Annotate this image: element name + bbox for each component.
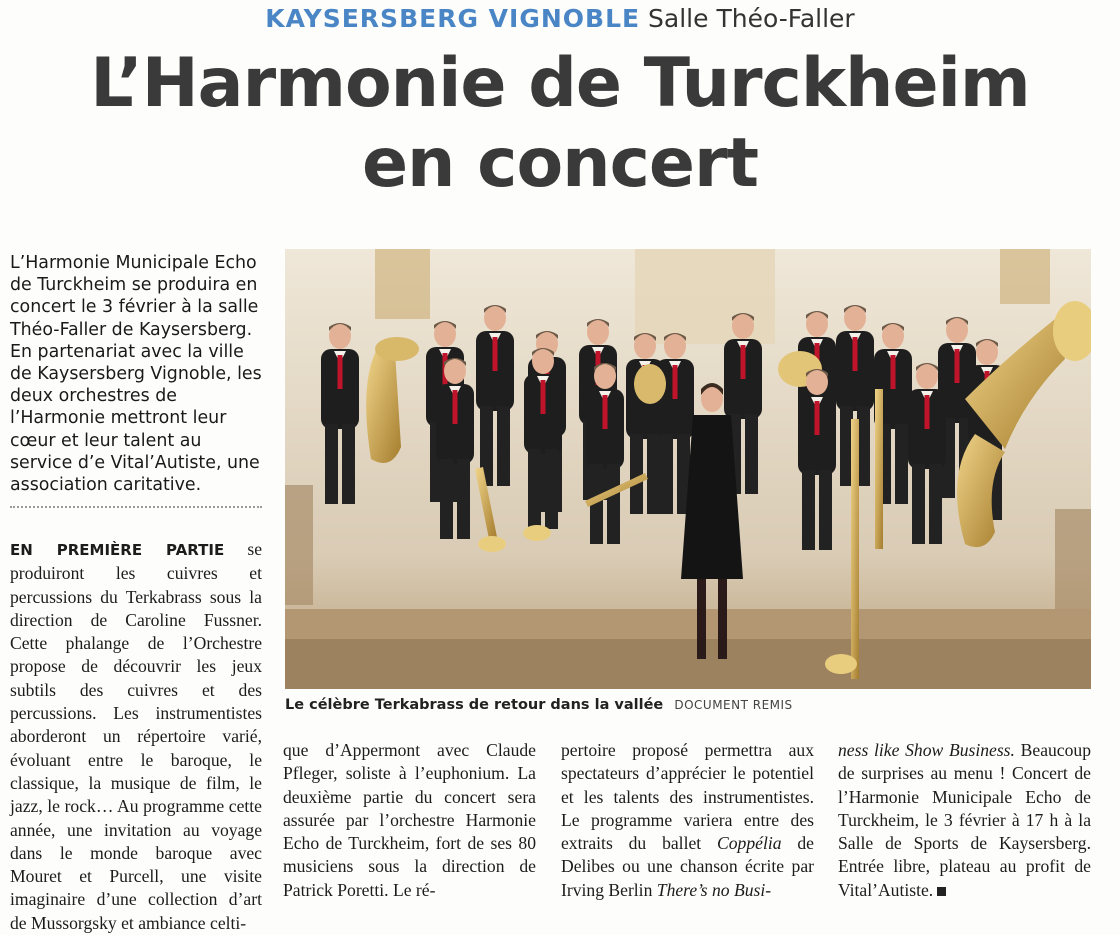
photo-credit: DOCUMENT REMIS (674, 698, 793, 712)
body-column-3 (561, 739, 814, 902)
body-column-4-text: Beaucoup de surprises au menu ! Concert de l’Harmonie Municipale Echo de Turckheim, le 3 février à 17 h à la Salle de Sports de Kaysersberg. Entrée libre, plateau au profit de Vital’Autiste. (838, 740, 1091, 900)
ballet-title: Coppélia (717, 833, 782, 854)
band-photo-illustration (285, 249, 1091, 689)
headline-line-2: en concert (361, 124, 759, 203)
lead-paragraph: L’Harmonie Municipale Echo de Turckheim se produira en concert le 3 février à la salle Théo-Faller de Kaysersberg. En partenariat avec la ville de Kaysersberg Vignoble, les deux orchestres de l’Harmonie mettront leur cœur et leur talent au service d’e Vital’Autiste, une association caritative. (10, 253, 262, 496)
song-title-part-2: ness like Show Business. (838, 740, 1015, 760)
headline (0, 44, 1120, 204)
body-column-3-text-b: de Delibes ou une chanson écrite par Irving Berlin (561, 833, 814, 900)
kicker-location: KAYSERSBERG VIGNOBLE (265, 4, 641, 33)
dotted-separator (10, 506, 262, 508)
body-column-1 (10, 538, 262, 935)
end-mark (937, 887, 946, 896)
kicker-venue: Salle Théo-Faller (648, 4, 855, 33)
lead-in: EN PREMIÈRE PARTIE (10, 541, 225, 559)
kicker (0, 4, 1120, 33)
body-column-4 (838, 739, 1091, 902)
body-column-1-text: se produiront les cuivres et percussions du Terkabrass sous la direction de Caroline Fussner. Cette phalange de l’Orchestre propose de découvrir les jeux subtils des cuivres et des percussions. Les instrumentistes aborderont un répertoire varié, évoluant entre le baroque, le classique, la musique de film, le jazz, le rock… Au programme cette année, une invitation au voyage dans le monde baroque avec Mouret et Purcell, une visite imaginaire d’une collection d’art de Mussorgsky et ambiance celti- (10, 539, 263, 933)
song-title-part-1: There’s no Busi- (656, 879, 772, 900)
caption-text: Le célèbre Terkabrass de retour dans la vallée (285, 697, 664, 713)
headline-line-1: L’Harmonie de Turckheim (90, 44, 1030, 123)
body-column-3-text-a: pertoire proposé permettra aux spectateurs d’apprécier le potentiel et les talents des instrumentistes. Le programme variera entre des extraits du ballet (561, 740, 814, 854)
body-column-2: que d’Appermont avec Claude Pfleger, soliste à l’euphonium. La deuxième partie du concert sera assurée par l’orchestre Harmonie Echo de Turckheim, fort de ses 80 musiciens sous la direction de Patrick Poretti. Le ré- (283, 740, 536, 900)
photo-caption (285, 694, 1091, 713)
band-photo (285, 249, 1091, 689)
